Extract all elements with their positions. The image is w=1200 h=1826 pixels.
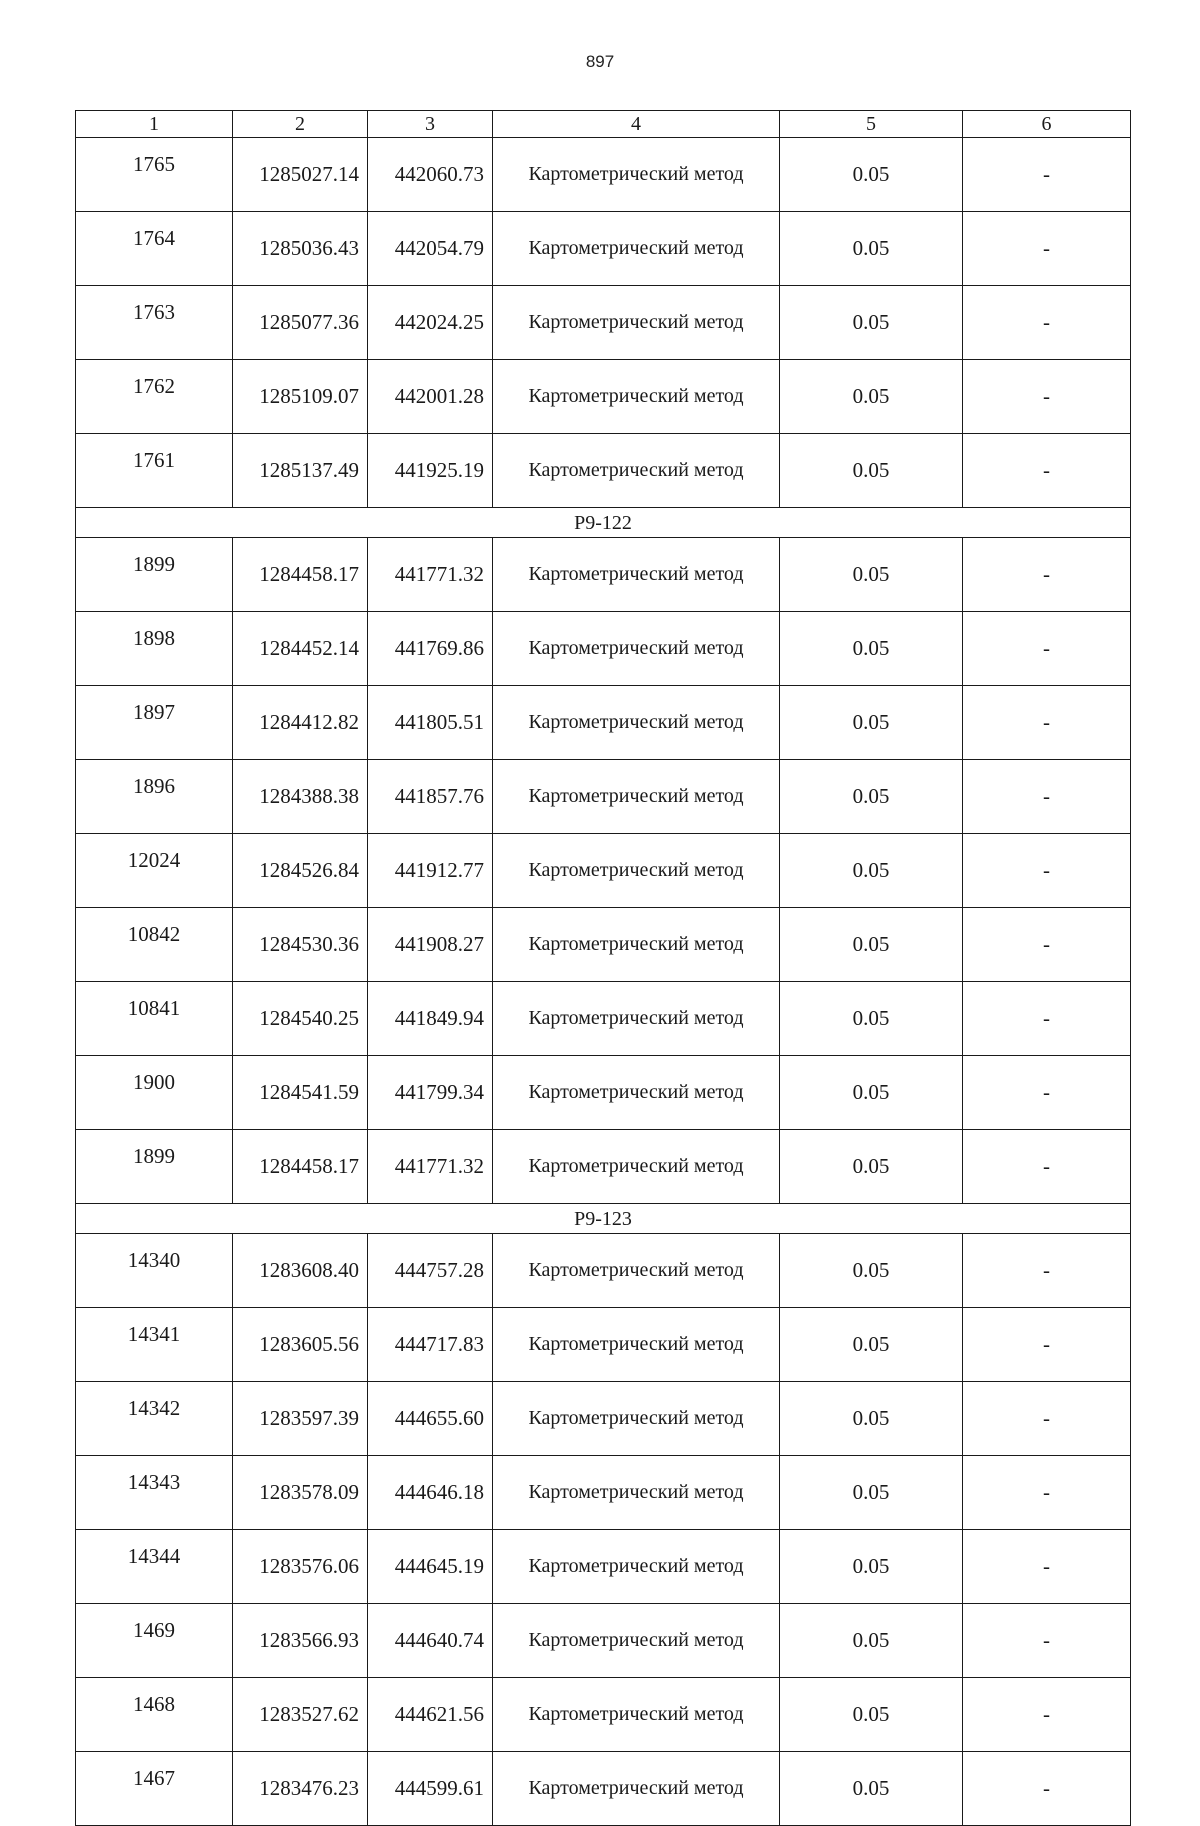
method-cell: Картометрический метод	[493, 1130, 780, 1204]
table-row	[76, 908, 1131, 982]
x-coordinate-cell: 1284530.36	[233, 908, 368, 982]
point-id-cell: 1763	[76, 286, 233, 360]
y-coordinate-cell: 444645.19	[368, 1530, 493, 1604]
table-row	[76, 1308, 1131, 1382]
y-coordinate-cell: 442054.79	[368, 212, 493, 286]
x-coordinate-cell: 1285036.43	[233, 212, 368, 286]
point-id-cell: 14340	[76, 1234, 233, 1308]
note-cell: -	[963, 538, 1131, 612]
accuracy-cell: 0.05	[780, 1130, 963, 1204]
note-cell: -	[963, 1130, 1131, 1204]
accuracy-cell: 0.05	[780, 538, 963, 612]
x-coordinate-cell: 1283576.06	[233, 1530, 368, 1604]
y-coordinate-cell: 444646.18	[368, 1456, 493, 1530]
table-row	[76, 434, 1131, 508]
accuracy-cell: 0.05	[780, 1604, 963, 1678]
note-cell: -	[963, 1056, 1131, 1130]
table-row	[76, 612, 1131, 686]
y-coordinate-cell: 441805.51	[368, 686, 493, 760]
table-row	[76, 760, 1131, 834]
note-cell: -	[963, 1604, 1131, 1678]
accuracy-cell: 0.05	[780, 434, 963, 508]
note-cell: -	[963, 1530, 1131, 1604]
column-header: 3	[368, 111, 493, 138]
table-row	[76, 1530, 1131, 1604]
table-row	[76, 982, 1131, 1056]
section-title: Р9-122	[76, 508, 1131, 538]
table-row	[76, 1604, 1131, 1678]
table-row	[76, 138, 1131, 212]
note-cell: -	[963, 612, 1131, 686]
note-cell: -	[963, 834, 1131, 908]
accuracy-cell: 0.05	[780, 1456, 963, 1530]
y-coordinate-cell: 441799.34	[368, 1056, 493, 1130]
point-id-cell: 1762	[76, 360, 233, 434]
method-cell: Картометрический метод	[493, 434, 780, 508]
method-cell: Картометрический метод	[493, 538, 780, 612]
note-cell: -	[963, 434, 1131, 508]
point-id-cell: 14343	[76, 1456, 233, 1530]
column-header: 5	[780, 111, 963, 138]
method-cell: Картометрический метод	[493, 982, 780, 1056]
method-cell: Картометрический метод	[493, 834, 780, 908]
table-row	[76, 286, 1131, 360]
accuracy-cell: 0.05	[780, 1752, 963, 1826]
x-coordinate-cell: 1284540.25	[233, 982, 368, 1056]
y-coordinate-cell: 444655.60	[368, 1382, 493, 1456]
table-row	[76, 1456, 1131, 1530]
x-coordinate-cell: 1284412.82	[233, 686, 368, 760]
accuracy-cell: 0.05	[780, 360, 963, 434]
point-id-cell: 1765	[76, 138, 233, 212]
accuracy-cell: 0.05	[780, 834, 963, 908]
note-cell: -	[963, 1382, 1131, 1456]
x-coordinate-cell: 1284526.84	[233, 834, 368, 908]
column-header: 2	[233, 111, 368, 138]
y-coordinate-cell: 441771.32	[368, 538, 493, 612]
accuracy-cell: 0.05	[780, 1678, 963, 1752]
table-row	[76, 1752, 1131, 1826]
method-cell: Картометрический метод	[493, 908, 780, 982]
y-coordinate-cell: 441857.76	[368, 760, 493, 834]
y-coordinate-cell: 444640.74	[368, 1604, 493, 1678]
y-coordinate-cell: 442024.25	[368, 286, 493, 360]
method-cell: Картометрический метод	[493, 1604, 780, 1678]
note-cell: -	[963, 1308, 1131, 1382]
method-cell: Картометрический метод	[493, 612, 780, 686]
x-coordinate-cell: 1283566.93	[233, 1604, 368, 1678]
point-id-cell: 10842	[76, 908, 233, 982]
point-id-cell: 14341	[76, 1308, 233, 1382]
accuracy-cell: 0.05	[780, 982, 963, 1056]
note-cell: -	[963, 1456, 1131, 1530]
point-id-cell: 1900	[76, 1056, 233, 1130]
accuracy-cell: 0.05	[780, 1056, 963, 1130]
accuracy-cell: 0.05	[780, 1308, 963, 1382]
x-coordinate-cell: 1283476.23	[233, 1752, 368, 1826]
y-coordinate-cell: 444621.56	[368, 1678, 493, 1752]
accuracy-cell: 0.05	[780, 1530, 963, 1604]
note-cell: -	[963, 1234, 1131, 1308]
table-row	[76, 686, 1131, 760]
section-title-row	[76, 1204, 1131, 1234]
point-id-cell: 14342	[76, 1382, 233, 1456]
note-cell: -	[963, 138, 1131, 212]
table-header-row	[76, 111, 1131, 138]
point-id-cell: 1896	[76, 760, 233, 834]
method-cell: Картометрический метод	[493, 286, 780, 360]
y-coordinate-cell: 441769.86	[368, 612, 493, 686]
y-coordinate-cell: 444599.61	[368, 1752, 493, 1826]
method-cell: Картометрический метод	[493, 686, 780, 760]
method-cell: Картометрический метод	[493, 212, 780, 286]
method-cell: Картометрический метод	[493, 1456, 780, 1530]
table-row	[76, 1678, 1131, 1752]
column-header: 1	[76, 111, 233, 138]
method-cell: Картометрический метод	[493, 1056, 780, 1130]
table-row	[76, 834, 1131, 908]
table-body	[76, 138, 1131, 1826]
point-id-cell: 1764	[76, 212, 233, 286]
table-row	[76, 1234, 1131, 1308]
x-coordinate-cell: 1284388.38	[233, 760, 368, 834]
y-coordinate-cell: 444757.28	[368, 1234, 493, 1308]
section-title: Р9-123	[76, 1204, 1131, 1234]
section-title-row	[76, 508, 1131, 538]
y-coordinate-cell: 444717.83	[368, 1308, 493, 1382]
point-id-cell: 1899	[76, 538, 233, 612]
method-cell: Картометрический метод	[493, 760, 780, 834]
x-coordinate-cell: 1284458.17	[233, 1130, 368, 1204]
method-cell: Картометрический метод	[493, 1678, 780, 1752]
point-id-cell: 1899	[76, 1130, 233, 1204]
y-coordinate-cell: 441849.94	[368, 982, 493, 1056]
accuracy-cell: 0.05	[780, 138, 963, 212]
x-coordinate-cell: 1284458.17	[233, 538, 368, 612]
x-coordinate-cell: 1285077.36	[233, 286, 368, 360]
x-coordinate-cell: 1283608.40	[233, 1234, 368, 1308]
point-id-cell: 1469	[76, 1604, 233, 1678]
y-coordinate-cell: 441771.32	[368, 1130, 493, 1204]
accuracy-cell: 0.05	[780, 612, 963, 686]
note-cell: -	[963, 360, 1131, 434]
accuracy-cell: 0.05	[780, 1382, 963, 1456]
table-row	[76, 1130, 1131, 1204]
column-header: 6	[963, 111, 1131, 138]
point-id-cell: 12024	[76, 834, 233, 908]
point-id-cell: 1468	[76, 1678, 233, 1752]
accuracy-cell: 0.05	[780, 286, 963, 360]
accuracy-cell: 0.05	[780, 760, 963, 834]
accuracy-cell: 0.05	[780, 212, 963, 286]
method-cell: Картометрический метод	[493, 1382, 780, 1456]
method-cell: Картометрический метод	[493, 1752, 780, 1826]
y-coordinate-cell: 441908.27	[368, 908, 493, 982]
x-coordinate-cell: 1284452.14	[233, 612, 368, 686]
page-number: 897	[585, 52, 615, 71]
x-coordinate-cell: 1285109.07	[233, 360, 368, 434]
x-coordinate-cell: 1285137.49	[233, 434, 368, 508]
table-row	[76, 538, 1131, 612]
table-row	[76, 1382, 1131, 1456]
table-row	[76, 212, 1131, 286]
y-coordinate-cell: 441912.77	[368, 834, 493, 908]
x-coordinate-cell: 1285027.14	[233, 138, 368, 212]
point-id-cell: 1898	[76, 612, 233, 686]
note-cell: -	[963, 286, 1131, 360]
method-cell: Картометрический метод	[493, 1308, 780, 1382]
note-cell: -	[963, 686, 1131, 760]
accuracy-cell: 0.05	[780, 686, 963, 760]
note-cell: -	[963, 982, 1131, 1056]
table-row	[76, 360, 1131, 434]
method-cell: Картометрический метод	[493, 138, 780, 212]
accuracy-cell: 0.05	[780, 908, 963, 982]
point-id-cell: 1897	[76, 686, 233, 760]
y-coordinate-cell: 441925.19	[368, 434, 493, 508]
x-coordinate-cell: 1283597.39	[233, 1382, 368, 1456]
point-id-cell: 10841	[76, 982, 233, 1056]
accuracy-cell: 0.05	[780, 1234, 963, 1308]
y-coordinate-cell: 442060.73	[368, 138, 493, 212]
table-row	[76, 1056, 1131, 1130]
coordinates-table	[75, 110, 1131, 1826]
x-coordinate-cell: 1283578.09	[233, 1456, 368, 1530]
x-coordinate-cell: 1283527.62	[233, 1678, 368, 1752]
method-cell: Картометрический метод	[493, 1234, 780, 1308]
point-id-cell: 1761	[76, 434, 233, 508]
method-cell: Картометрический метод	[493, 1530, 780, 1604]
x-coordinate-cell: 1284541.59	[233, 1056, 368, 1130]
note-cell: -	[963, 212, 1131, 286]
x-coordinate-cell: 1283605.56	[233, 1308, 368, 1382]
point-id-cell: 14344	[76, 1530, 233, 1604]
note-cell: -	[963, 760, 1131, 834]
y-coordinate-cell: 442001.28	[368, 360, 493, 434]
point-id-cell: 1467	[76, 1752, 233, 1826]
note-cell: -	[963, 1752, 1131, 1826]
method-cell: Картометрический метод	[493, 360, 780, 434]
column-header: 4	[493, 111, 780, 138]
note-cell: -	[963, 1678, 1131, 1752]
note-cell: -	[963, 908, 1131, 982]
